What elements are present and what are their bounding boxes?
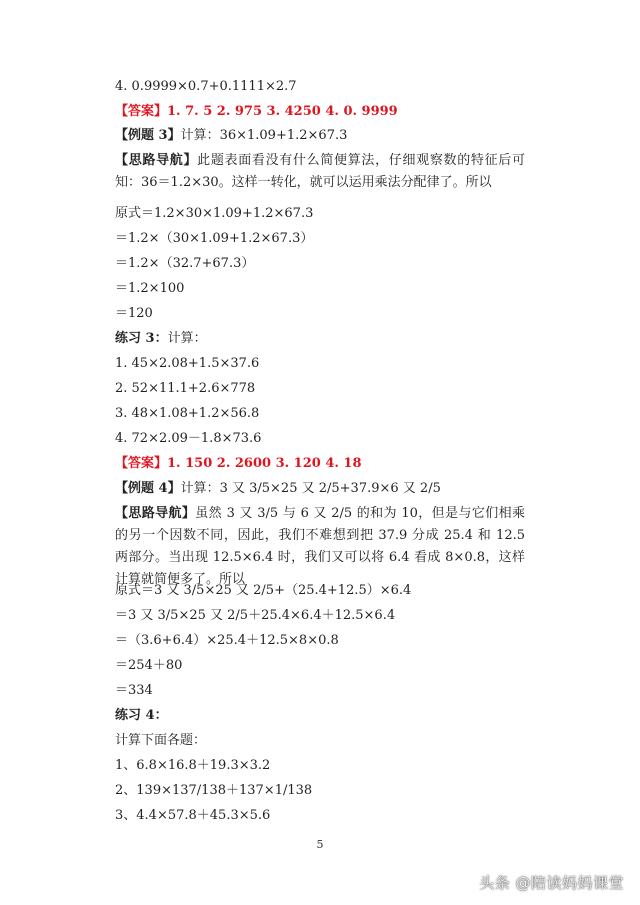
- solution-step: ＝（3.6+6.4）×25.4＋12.5×8×0.8: [115, 633, 339, 648]
- practice-item: 2. 52×11.1+2.6×778: [115, 381, 256, 396]
- example-4-heading: [115, 478, 530, 500]
- answer-tag: 【答案】: [115, 456, 168, 471]
- exercise-item-4: 4. 0.9999×0.7+0.1111×2.7: [115, 79, 297, 94]
- practice-4-heading: 练习 4：: [115, 708, 168, 723]
- hint-text: 此题表面看没有什么简便算法，仔细观察数的特征后可知：36＝1.2×30。这样一转化，就可以运用乘法分配律了。所以: [115, 153, 525, 190]
- solution-step: ＝254＋80: [115, 658, 183, 673]
- practice-item: 1. 45×2.08+1.5×37.6: [115, 356, 260, 371]
- solution-step: ＝1.2×100: [115, 281, 185, 296]
- answer-values: 1. 150 2. 2600 3. 120 4. 18: [167, 456, 362, 471]
- solution-step: 原式＝3 又 3/5×25 又 2/5+（25.4+12.5）×6.4: [115, 583, 412, 598]
- practice-3-heading: [115, 328, 530, 350]
- answer-values: 1. 7. 5 2. 975 3. 4250 4. 0. 9999: [167, 104, 398, 119]
- example-problem: 计算：3 又 3/5×25 又 2/5+37.9×6 又 2/5: [180, 481, 441, 496]
- page-number: 5: [316, 838, 324, 851]
- solution-step: 原式＝1.2×30×1.09+1.2×67.3: [115, 206, 314, 221]
- example-problem: 计算：36×1.09+1.2×67.3: [180, 128, 348, 143]
- practice-item: 2、139×137/138＋137×1/138: [115, 783, 313, 798]
- solution-step: ＝334: [115, 683, 153, 698]
- solution-step: ＝3 又 3/5×25 又 2/5＋25.4×6.4＋12.5×6.4: [115, 608, 396, 623]
- solution-hint-3: [115, 150, 525, 194]
- solution-step: ＝1.2×（30×1.09+1.2×67.3）: [115, 231, 314, 246]
- source-watermark: 头条 @陪读妈妈课堂: [479, 874, 624, 892]
- answer-line-2: [115, 101, 530, 123]
- solution-step: ＝1.2×（32.7+67.3）: [115, 256, 255, 271]
- solution-hint-4: [115, 503, 525, 591]
- example-tag: 【例题 3】: [115, 128, 181, 143]
- hint-tag: 【思路导航】: [115, 506, 196, 521]
- example-tag: 【例题 4】: [115, 481, 181, 496]
- practice-item: 3、4.4×57.8＋45.3×5.6: [115, 808, 271, 823]
- answer-tag: 【答案】: [115, 104, 168, 119]
- answer-line-3: [115, 453, 530, 475]
- hint-tag: 【思路导航】: [115, 153, 198, 168]
- hint-text: 虽然 3 又 3/5 与 6 又 2/5 的和为 10，但是与它们相乘的另一个因数不同，因此，我们不难想到把 37.9 分成 25.4 和 12.5 两部分。当出现 12.5×6.4 时，我们又可以将 6.4 看成 8×0.8，这样计算就简便多了。所以: [115, 506, 525, 587]
- example-3-heading: [115, 125, 530, 147]
- practice-item: 3. 48×1.08+1.2×56.8: [115, 406, 260, 421]
- practice-instruction: 计算：: [167, 331, 207, 346]
- practice-instruction: 计算下面各题：: [115, 733, 207, 748]
- practice-tag: 练习 3：: [115, 331, 168, 346]
- practice-item: 4. 72×2.09－1.8×73.6: [115, 431, 262, 446]
- practice-item: 1、6.8×16.8＋19.3×3.2: [115, 758, 271, 773]
- solution-step: ＝120: [115, 306, 153, 321]
